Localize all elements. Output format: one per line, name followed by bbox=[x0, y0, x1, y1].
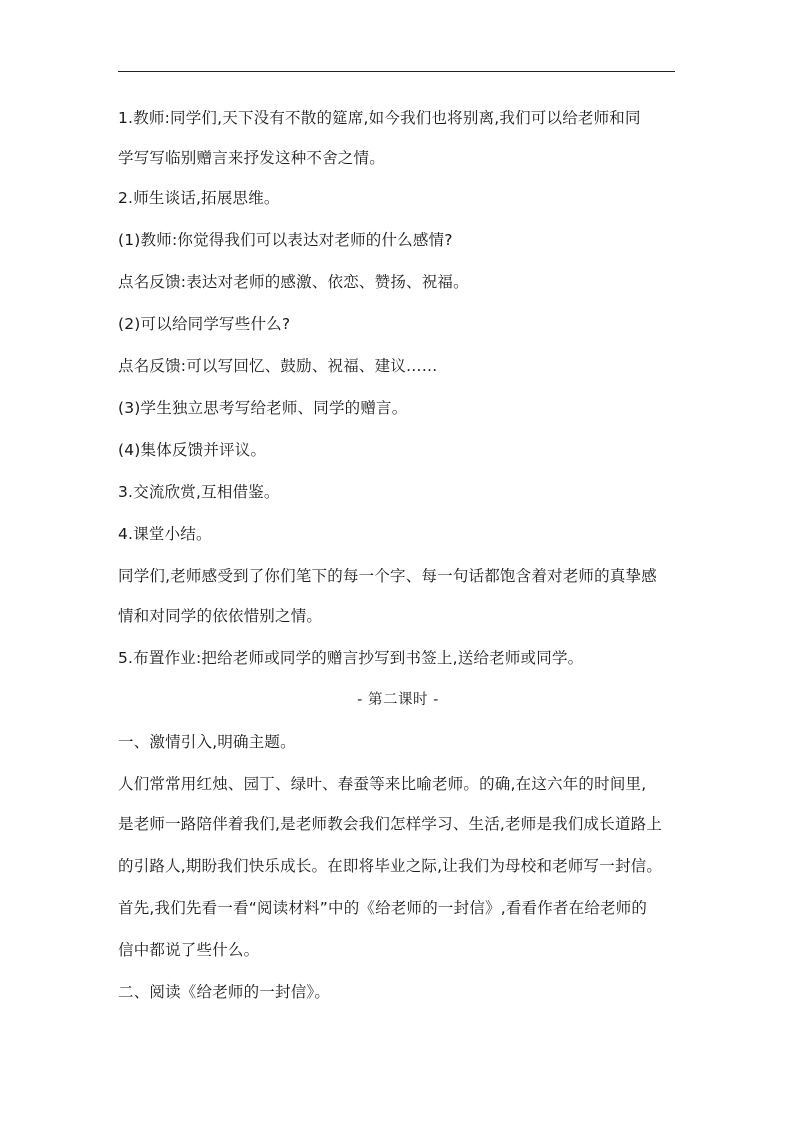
text-line: (2)可以给同学写些什么? bbox=[118, 315, 291, 333]
text-line: 学写写临别赠言来抒发这种不舍之情。 bbox=[118, 149, 385, 167]
text-line: 一、激情引入,明确主题。 bbox=[118, 733, 296, 751]
text-line: 信中都说了些什么。 bbox=[118, 941, 260, 959]
text-line: 点名反馈:表达对老师的感激、依恋、赞扬、祝福。 bbox=[118, 273, 469, 291]
text-line: 1.教师:同学们,天下没有不散的筵席,如今我们也将别离,我们可以给老师和同 bbox=[118, 109, 641, 127]
text-line: 是老师一路陪伴着我们,是老师教会我们怎样学习、生活,老师是我们成长道路上 bbox=[118, 815, 663, 833]
text-line: (1)教师:你觉得我们可以表达对老师的什么感情? bbox=[118, 231, 453, 249]
text-line: 2.师生谈话,拓展思维。 bbox=[118, 189, 280, 207]
text-line: 同学们,老师感受到了你们笔下的每一个字、每一句话都饱含着对老师的真挚感 bbox=[118, 567, 657, 585]
text-line: 点名反馈:可以写回忆、鼓励、祝福、建议…… bbox=[118, 357, 438, 375]
text-line: 二、阅读《给老师的一封信》。 bbox=[118, 983, 331, 1001]
text-line: 5.布置作业:把给老师或同学的赠言抄写到书签上,送给老师或同学。 bbox=[118, 649, 584, 667]
text-line: (4)集体反馈并评议。 bbox=[118, 441, 267, 459]
text-line: 的引路人,期盼我们快乐成长。在即将毕业之际,让我们为母校和老师写一封信。 bbox=[118, 857, 663, 875]
text-line: 情和对同学的依依惜别之情。 bbox=[118, 607, 323, 625]
text-line: (3)学生独立思考写给老师、同学的赠言。 bbox=[118, 399, 408, 417]
header-rule bbox=[118, 71, 675, 72]
text-line: 人们常常用红烛、园丁、绿叶、春蚕等来比喻老师。的确,在这六年的时间里, bbox=[118, 775, 647, 793]
text-line: 3.交流欣赏,互相借鉴。 bbox=[118, 483, 280, 501]
text-line: 4.课堂小结。 bbox=[118, 525, 212, 543]
text-line: 首先,我们先看一看“阅读材料”中的《给老师的一封信》,看看作者在给老师的 bbox=[118, 899, 648, 917]
section-heading: - 第二课时 - bbox=[357, 692, 439, 708]
